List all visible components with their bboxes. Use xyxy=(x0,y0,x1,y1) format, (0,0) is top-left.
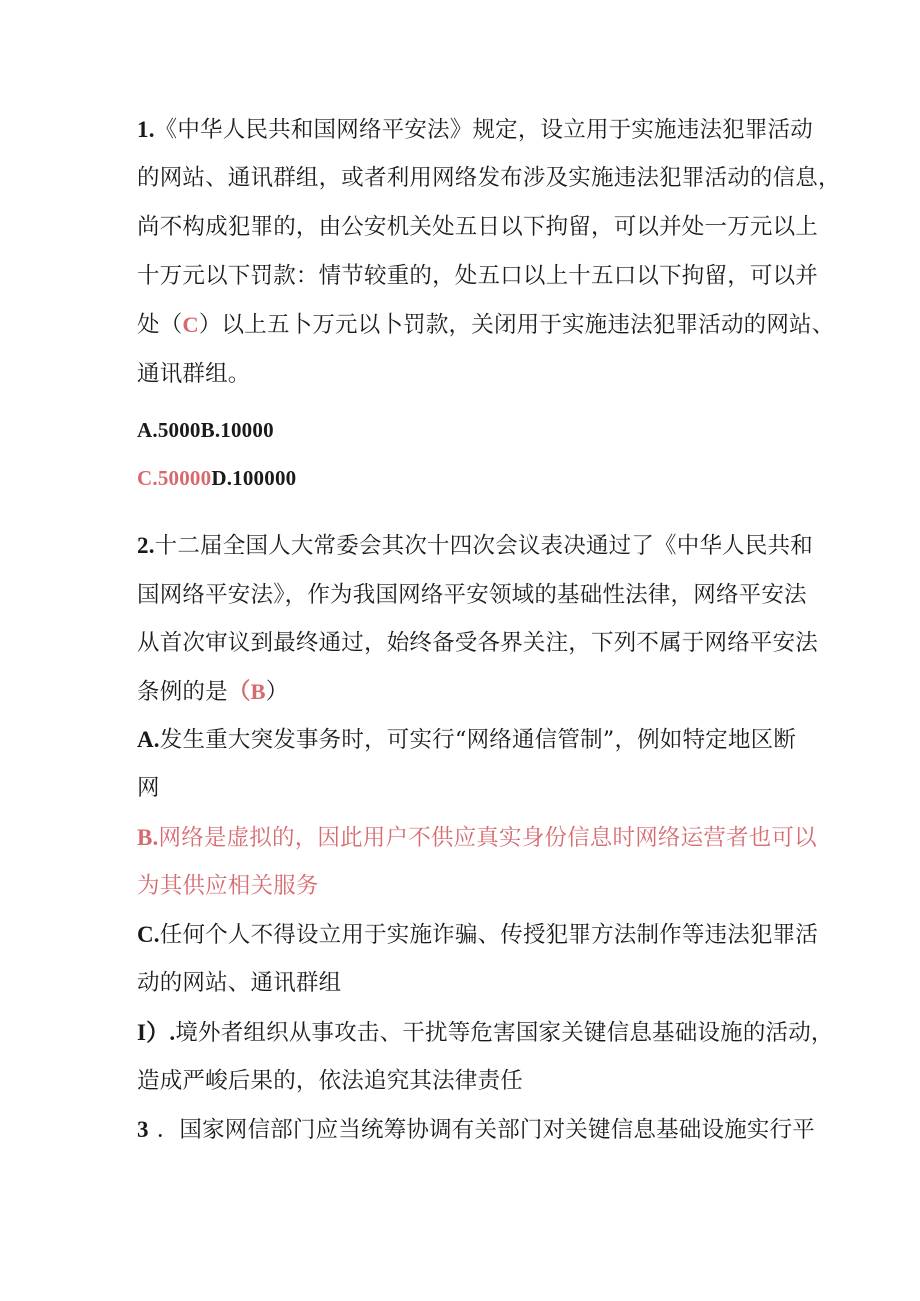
q2-option-d-text-1: 境外者组织从事攻击、干扰等危害国家关键信息基础设施的活动， xyxy=(175,1020,834,1046)
q2-line-2 xyxy=(137,581,807,609)
q2-text-4-pre: 条例的是 xyxy=(137,679,228,705)
q2-text-3: 从首次审议到最终通过，始终备受各界关注，下列不属于网络平安法 xyxy=(137,630,819,656)
q2-option-c-text-2: 动的网站、通讯群组 xyxy=(137,970,342,996)
q2-line-3 xyxy=(137,629,818,657)
q3-line-1 xyxy=(137,1116,815,1144)
q2-option-a-line-2 xyxy=(137,774,160,802)
q2-option-a-text-1: 发生重大突发事务时，可实行“网络通信管制”，例如特定地区断 xyxy=(159,727,797,753)
q1-text-5-pre: 处（ xyxy=(137,312,183,338)
q1-options-cd xyxy=(137,464,296,492)
q2-option-c-label: C. xyxy=(137,922,160,947)
q2-number: 2. xyxy=(137,533,155,558)
q2-option-c-text-1: 任何个人不得设立用于实施诈骗、传授犯罪方法制作等违法犯罪活 xyxy=(159,922,819,948)
q2-answer: （B xyxy=(227,679,266,704)
q2-option-b-line-2 xyxy=(137,872,319,900)
q1-answer: C xyxy=(182,312,199,337)
q1-line-1 xyxy=(137,116,813,144)
q3-text-1: ．国家网信部门应当统筹协调有关部门对关键信息基础设施实行平 xyxy=(156,1117,816,1143)
q1-text-3: 尚不构成犯罪的，由公安机关处五日以下拘留，可以并处一万元以上 xyxy=(137,214,819,240)
q1-options-ab xyxy=(137,416,274,444)
q1-text-2: 的网站、通讯群组，或者利用网络发布涉及实施违法犯罪活动的信息， xyxy=(137,165,841,191)
q1-text-5-post: ）以上五卜万元以卜罚款，关闭用于实施违法犯罪活动的网站、 xyxy=(198,312,835,338)
q1-option-c: C.50000 xyxy=(137,466,212,490)
q2-option-d-line-2 xyxy=(137,1067,523,1095)
q2-option-b-text-2: 为其供应相关服务 xyxy=(137,873,319,899)
q1-text-6: 通讯群组。 xyxy=(137,361,251,387)
q2-option-c-line-1 xyxy=(137,921,818,949)
q2-text-1: 十二届全国人大常委会其次十四次会议表决通过了《中华人民共和 xyxy=(154,533,813,559)
q2-option-a-label: A. xyxy=(137,727,160,752)
q2-option-d-label: I）. xyxy=(137,1020,176,1045)
q2-text-2: 国网络平安法》，作为我国网络平安领域的基础性法律，网络平安法 xyxy=(137,582,807,608)
q1-line-3 xyxy=(137,213,818,241)
q2-line-4 xyxy=(137,678,288,706)
q2-option-a-line-1 xyxy=(137,726,796,754)
q3-number: 3 xyxy=(137,1117,149,1142)
q2-option-a-text-2: 网 xyxy=(137,775,160,801)
q1-option-ab: A.5000B.10000 xyxy=(137,418,274,442)
q1-line-5 xyxy=(137,311,834,339)
q2-option-b-line-1 xyxy=(137,824,817,852)
q2-option-b-label: B. xyxy=(137,825,159,850)
q2-option-b-text-1: 网络是虚拟的，因此用户不供应真实身份信息时网络运营者也可以 xyxy=(158,825,817,851)
q1-line-6 xyxy=(137,360,251,388)
q1-text-4: 十万元以下罚款：情节较重的，处五口以上十五口以下拘留，可以并 xyxy=(137,263,819,289)
q2-text-4-post: ） xyxy=(265,679,289,705)
q1-line-4 xyxy=(137,262,818,290)
q2-option-c-line-2 xyxy=(137,969,341,997)
q1-text-1: 《中华人民共和国网络平安法》规定，设立用于实施违法犯罪活动 xyxy=(154,117,813,143)
q1-line-2 xyxy=(137,164,841,192)
q1-option-d: D.100000 xyxy=(211,466,297,490)
q2-option-d-text-2: 造成严峻后果的，依法追究其法律责任 xyxy=(137,1068,523,1094)
q1-number: 1. xyxy=(137,117,155,142)
q2-line-1 xyxy=(137,532,813,560)
q2-option-d-line-1 xyxy=(137,1019,834,1047)
